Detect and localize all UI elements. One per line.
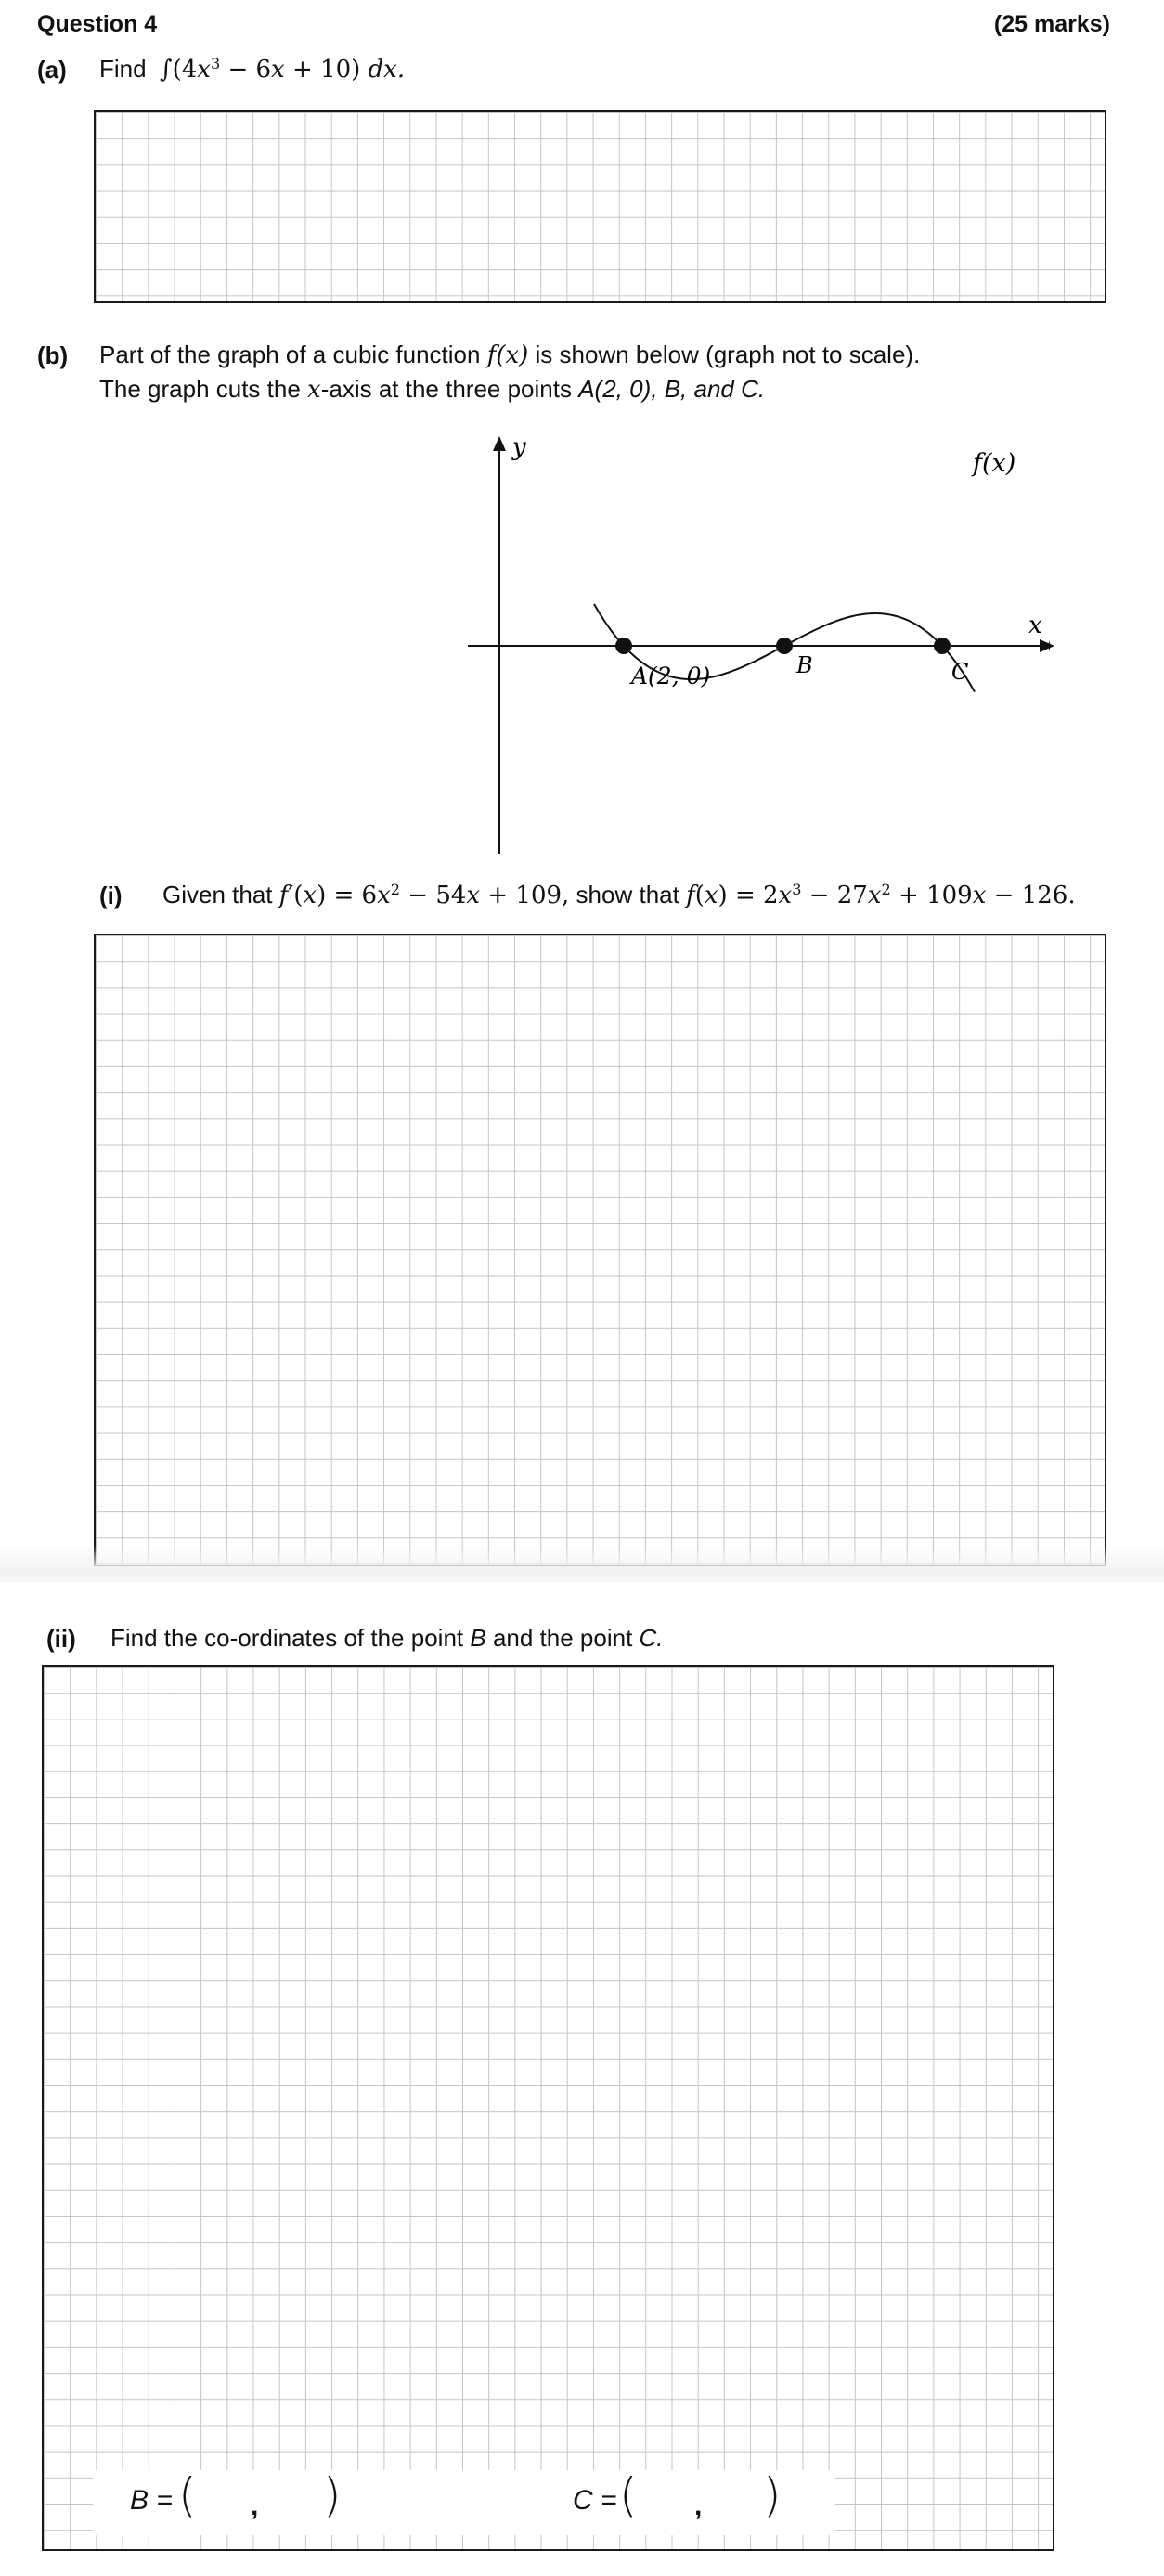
part-b-ii-question (110, 1621, 664, 1655)
part-b-i-function: $f(x) = 2x^3 - 27x^2 + 109x - 126$. (686, 881, 1076, 909)
x-axis-label: x (1028, 612, 1042, 639)
point-b-marker (776, 638, 793, 654)
part-b-label: (b) (37, 341, 69, 369)
cubic-graph (455, 427, 1067, 863)
part-b-ii-and: and the point (492, 1624, 633, 1652)
part-b-func: f(x) (486, 341, 529, 369)
answer-b-comma: , (251, 2491, 259, 2521)
part-b-ii-text: Find the co-ordinates of the point (110, 1624, 464, 1652)
point-c-label: C (951, 659, 969, 685)
part-b-x-var: x (307, 376, 321, 404)
y-axis-label: y (512, 433, 526, 461)
part-b-points: A(2, 0), B, and C. (578, 375, 766, 403)
answer-c-close-paren: ) (763, 2468, 782, 2522)
part-b-ii-point-b: B (470, 1624, 486, 1652)
page-break-shadow (0, 1545, 1164, 1582)
question-title: Question 4 (37, 11, 158, 37)
part-b-line2-pre: The graph cuts the (99, 375, 301, 403)
part-a-find-word: Find (99, 55, 147, 83)
x-axis-arrow-icon (1040, 639, 1054, 652)
point-a-label: A(2, 0) (631, 663, 711, 689)
part-b-line2-mid: -axis at the three points (320, 375, 572, 403)
part-a-question (99, 52, 405, 87)
part-a-label: (a) (37, 56, 67, 84)
point-c-marker (934, 638, 951, 654)
marks-label: (25 marks) (993, 11, 1110, 37)
part-a-answer-grid[interactable] (94, 110, 1106, 303)
part-b-i-label: (i) (99, 882, 123, 909)
answer-c-open-paren: ( (619, 2468, 638, 2522)
part-b-ii-answer-grid[interactable] (42, 1665, 1054, 2551)
answer-c-comma: , (694, 2491, 703, 2521)
part-b-i-text-mid: show that (576, 881, 679, 908)
part-b-i-answer-grid[interactable] (94, 934, 1106, 1566)
part-b-i-derivative: $f'(x) = 6x^2 - 54x + 109$, (278, 881, 570, 909)
part-b-i-text-pre: Given that (162, 881, 273, 908)
part-b-ii-point-c: C. (639, 1624, 664, 1652)
part-b-line1 (99, 338, 920, 373)
answer-b-close-paren: ) (323, 2468, 342, 2522)
part-b-ii-label: (ii) (46, 1625, 76, 1653)
part-b-i-question (162, 878, 1076, 913)
part-b-line1-pre: Part of the graph of a cubic function (99, 341, 481, 368)
answer-strip (93, 2470, 835, 2535)
answer-c-label: C = (573, 2485, 617, 2516)
answer-b-label: B = (130, 2485, 173, 2516)
part-a-integral: $\int(4x^3 - 6x + 10)$ dx. (160, 55, 406, 84)
y-axis-arrow-icon (493, 436, 506, 451)
answer-b-open-paren: ( (178, 2468, 197, 2522)
curve-label: f(x) (973, 449, 1016, 478)
part-b-line2 (99, 372, 765, 407)
point-a-marker (615, 638, 632, 654)
part-b-line1-post: is shown below (graph not to scale). (535, 341, 921, 368)
point-b-label: B (796, 652, 813, 678)
